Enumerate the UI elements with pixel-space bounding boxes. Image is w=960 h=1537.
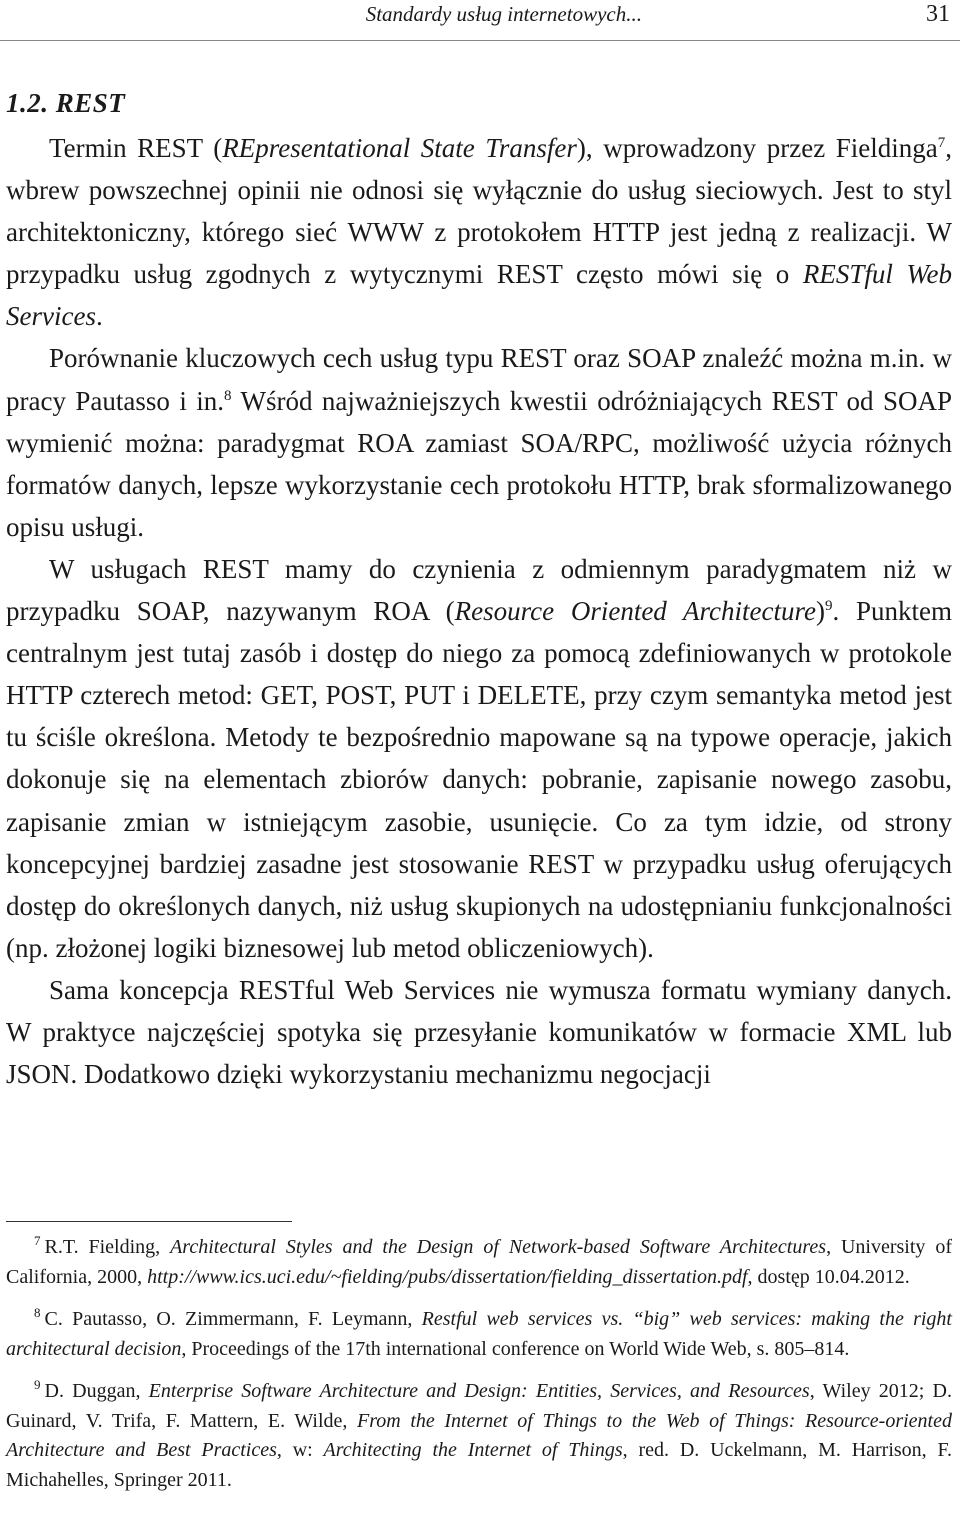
footnote-separator xyxy=(6,1221,292,1222)
emphasis: Architectural Styles and the Design of Network-based Software Architectures xyxy=(170,1236,827,1258)
text-run: W usługach REST mamy do czynienia z odmiennym paradygmatem niż w przypadku SOAP, nazywanym ROA ( xyxy=(6,553,952,627)
text-run: Wśród najważniejszych kwestii odróżniających REST od SOAP wymienić można: paradygmat ROA zamiast SOA/RPC, możliwość użycia różnych formatów danych, lepsze wykorzystanie cech protokołu HTTP, brak sformalizowanego opisu usługi. xyxy=(6,385,952,542)
footnote-ref-8: 8 xyxy=(224,387,232,404)
paragraph-3: Sama koncepcja RESTful Web Services nie wymusza formatu wymiany danych. W praktyce najczęściej spotyka się przesyłanie komunikatów w formacie XML lub JSON. Dodatkowo dzięki wykorzystaniu mechanizmu negocjacji xyxy=(6,974,952,1090)
emphasis: REpresentational State Transfer xyxy=(222,133,577,163)
emphasis: RESTful Web Services xyxy=(6,259,952,332)
footnote-ref-7: 7 xyxy=(937,135,946,151)
emphasis: Enterprise Software Architecture and Design: Entities, Services, and Resources xyxy=(148,1379,810,1402)
url-link[interactable]: http://www.ics.uci.edu/~fielding/pubs/dissertation/fielding_dissertation.pdf xyxy=(147,1265,748,1288)
paragraph-2 xyxy=(6,548,952,969)
emphasis: Restful web services vs. “big” web services: making the right architectural decision xyxy=(6,1307,952,1360)
text-run: , University of California, 2000, xyxy=(6,1236,953,1288)
text-run: D. Duggan, xyxy=(44,1379,149,1402)
text-run: Porównanie kluczowych cech usług typu REST oraz SOAP znaleźć można m.in. w pracy Pautasso i in. xyxy=(6,343,952,416)
footnote-9 xyxy=(6,1377,952,1497)
text-run: , wbrew powszechnej opinii nie odnosi się wyłącznie do usług sieciowych. Jest to styl architektoniczny, którego sieć WWW z protokołem HTTP jest jedną z realizacji. W przypadku usług zgodnych z wytycznymi REST często mówi się o xyxy=(6,133,952,290)
footnotes xyxy=(6,1233,952,1508)
text-run: , Wiley 2012; D. Guinard, V. Trifa, F. Mattern, E. Wilde, xyxy=(6,1379,953,1432)
emphasis: From the Internet of Things to the Web of Things: Resource-oriented Architecture and Best Practices xyxy=(6,1409,952,1462)
text-run: , red. D. Uckelmann, M. Harrison, F. Michahelles, Springer 2011. xyxy=(6,1439,953,1492)
text-run: C. Pautasso, O. Zimmermann, F. Leymann, xyxy=(44,1307,422,1330)
text-run: , dostęp 10.04.2012. xyxy=(747,1265,910,1288)
section-heading: 1.2. REST xyxy=(6,88,126,118)
emphasis: Resource Oriented Architecture xyxy=(454,596,816,627)
body-text xyxy=(6,127,952,1095)
text-run: ) xyxy=(816,596,825,627)
emphasis: Architecting the Internet of Things xyxy=(323,1439,623,1462)
text-run: , w: xyxy=(276,1439,324,1462)
running-head xyxy=(0,0,960,41)
footnote-8 xyxy=(6,1305,952,1365)
text-run: R.T. Fielding, xyxy=(44,1236,171,1258)
footnote-number: 8 xyxy=(34,1305,41,1321)
text-run: Termin REST ( xyxy=(49,133,223,163)
running-head-title: Standardy usług internetowych... xyxy=(365,2,642,26)
footnote-number: 9 xyxy=(34,1376,41,1392)
footnote-number: 7 xyxy=(34,1233,41,1249)
page-number: 31 xyxy=(926,1,950,27)
paragraph-1 xyxy=(6,127,952,548)
footnote-7 xyxy=(6,1233,952,1293)
footnote-ref-9: 9 xyxy=(825,598,833,615)
text-run: . Punktem centralnym jest tutaj zasób i dostęp do niego za pomocą zdefiniowanych w protokole HTTP czterech metod: GET, POST, PUT i DELETE, przy czym semantyka metod jest tu ściśle określona. Metody te bezpośrednio mapowane są na typowe operacje, jakich dokonuje się na elementach zbiorów danych: pobranie, zapisanie nowego zasobu, zapisanie zmian w istniejącym zasobie, usunięcie. Co za tym idzie, od strony koncepcyjnej bardziej zasadne jest stosowanie REST w przypadku usług oferujących dostęp do określonych danych, niż usług skupionych na udostępnianiu funkcjonalności (np. złożonej logiki biznesowej lub metod obliczeniowych). xyxy=(6,596,952,963)
text-run: ), wprowadzony przez Fieldinga xyxy=(576,133,938,163)
text-run: . xyxy=(95,301,103,332)
text-run: , Proceedings of the 17th international conference on World Wide Web, s. 805–814. xyxy=(181,1337,850,1360)
